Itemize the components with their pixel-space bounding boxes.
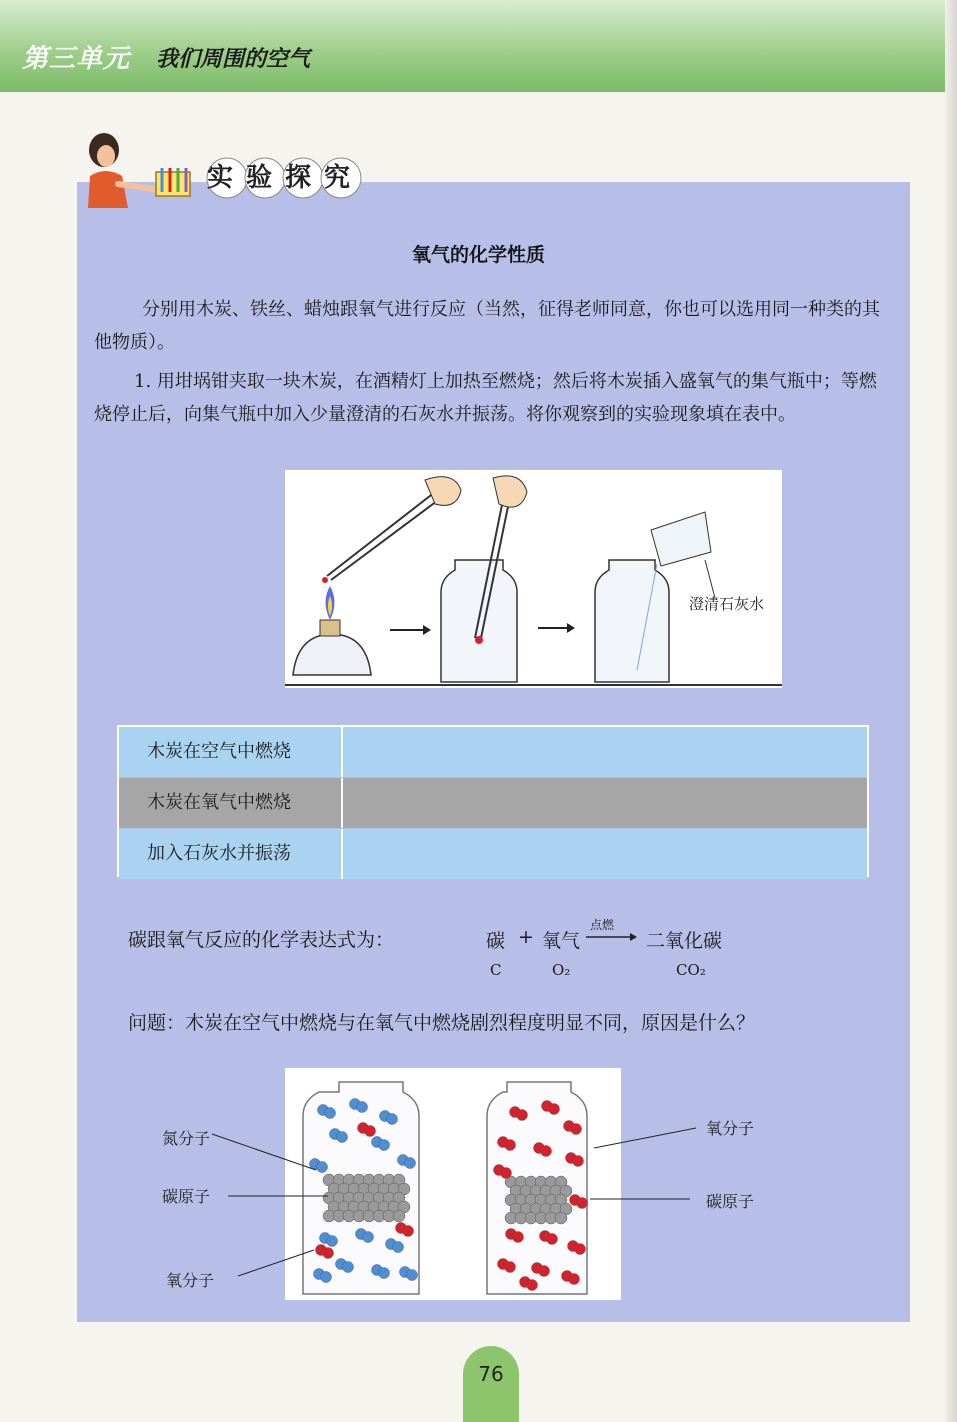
product-co2: 二氧化碳 [646, 930, 723, 952]
left-leader-lines [210, 1126, 330, 1286]
atom-icon [343, 1262, 354, 1273]
table-row [119, 778, 867, 828]
atom-icon [547, 1234, 558, 1245]
atom-icon [569, 1274, 580, 1285]
observation-cell[interactable] [343, 727, 867, 777]
symbol-o2: O₂ [552, 961, 571, 979]
atom-icon [501, 1168, 512, 1179]
atom-icon [571, 1124, 582, 1135]
carbon-atom-label-left: 碳原子 [162, 1187, 211, 1206]
atom-icon [573, 1156, 584, 1167]
section-badge-text: 实验探究 [206, 163, 364, 193]
lime-water-label: 澄清石灰水 [689, 595, 765, 613]
row-label: 木炭在空气中燃烧 [119, 727, 343, 777]
atom-icon [337, 1132, 348, 1143]
atom-icon [379, 1140, 390, 1151]
table-row [119, 727, 867, 777]
atom-icon [513, 1232, 524, 1243]
atom-icon [365, 1126, 376, 1137]
atom-icon [403, 1226, 414, 1237]
student-with-test-tubes-icon [82, 128, 207, 208]
alcohol-lamp-icon [293, 586, 371, 675]
atom-icon [517, 1110, 528, 1121]
atom-icon [379, 1268, 390, 1279]
molecule-jars-illustration [285, 1068, 621, 1300]
unit-label: 第三单元 [22, 44, 131, 74]
section-title: 氧气的化学性质 [411, 244, 545, 266]
carbon-atom-label-right: 碳原子 [706, 1192, 755, 1211]
right-leader-lines [590, 1122, 700, 1212]
reactant-oxygen: 氧气 [542, 930, 581, 952]
observation-cell[interactable] [343, 829, 867, 879]
atom-icon [539, 1266, 550, 1277]
unit-header [0, 0, 957, 92]
atom-icon [505, 1262, 516, 1273]
atom-icon [549, 1104, 560, 1115]
nitrogen-molecule-label: 氮分子 [162, 1129, 211, 1148]
atom-icon [407, 1270, 418, 1281]
atom-icon [325, 1108, 336, 1119]
atom-icon [405, 1158, 416, 1169]
unit-title: 我们周围的空气 [156, 47, 311, 72]
observation-cell[interactable] [343, 778, 867, 828]
step1-paragraph: 1. 用坩埚钳夹取一块木炭，在酒精灯上加热至燃烧；然后将木炭插入盛氧气的集气瓶中；等燃烧停止后，向集气瓶中加入少量澄清的石灰水并振荡。将你观察到的实验现象填在表中。 [94, 371, 877, 425]
atom-icon [555, 1212, 567, 1224]
page-edge [945, 0, 957, 1422]
atom-icon [393, 1242, 404, 1253]
intro-paragraph: 分别用木炭、铁丝、蜡烛跟氧气进行反应（当然，征得老师同意，你也可以选用同一种类的其他物质）。 [94, 299, 880, 353]
row-label: 木炭在氧气中燃烧 [119, 778, 343, 828]
atom-icon [577, 1198, 588, 1209]
atom-icon [575, 1244, 586, 1255]
question-text: 问题：木炭在空气中燃烧与在氧气中燃烧剧烈程度明显不同，原因是什么？ [128, 1012, 756, 1034]
molecule-figure [285, 1068, 621, 1300]
charcoal-burning-figure [285, 470, 782, 688]
atom-icon [387, 1114, 398, 1125]
reaction-arrow-icon [586, 932, 638, 942]
oxygen-molecule-label-left: 氧分子 [166, 1271, 215, 1290]
oxygen-molecule-label-right: 氧分子 [706, 1119, 755, 1138]
gas-jar-burning-icon [441, 476, 527, 682]
crucible-tongs-left-icon [322, 477, 461, 583]
row-label: 加入石灰水并振荡 [119, 829, 343, 879]
reactant-carbon: 碳 [486, 930, 506, 952]
page-number: 76 [463, 1346, 519, 1402]
atom-icon [505, 1140, 516, 1151]
atom-icon [393, 1210, 405, 1222]
plus-sign: + [518, 926, 534, 948]
symbol-c: C [490, 961, 502, 979]
observation-table [117, 725, 869, 877]
atom-icon [527, 1280, 538, 1291]
formula-lead: 碳跟氧气反应的化学表达式为： [128, 929, 395, 951]
section-badge [205, 152, 365, 204]
reaction-condition: 点燃 [590, 918, 615, 932]
atom-icon [357, 1102, 368, 1113]
experiment-illustration [285, 470, 782, 688]
symbol-co2: CO₂ [676, 961, 706, 979]
table-row [119, 829, 867, 879]
atom-icon [541, 1146, 552, 1157]
atom-icon [363, 1232, 374, 1243]
